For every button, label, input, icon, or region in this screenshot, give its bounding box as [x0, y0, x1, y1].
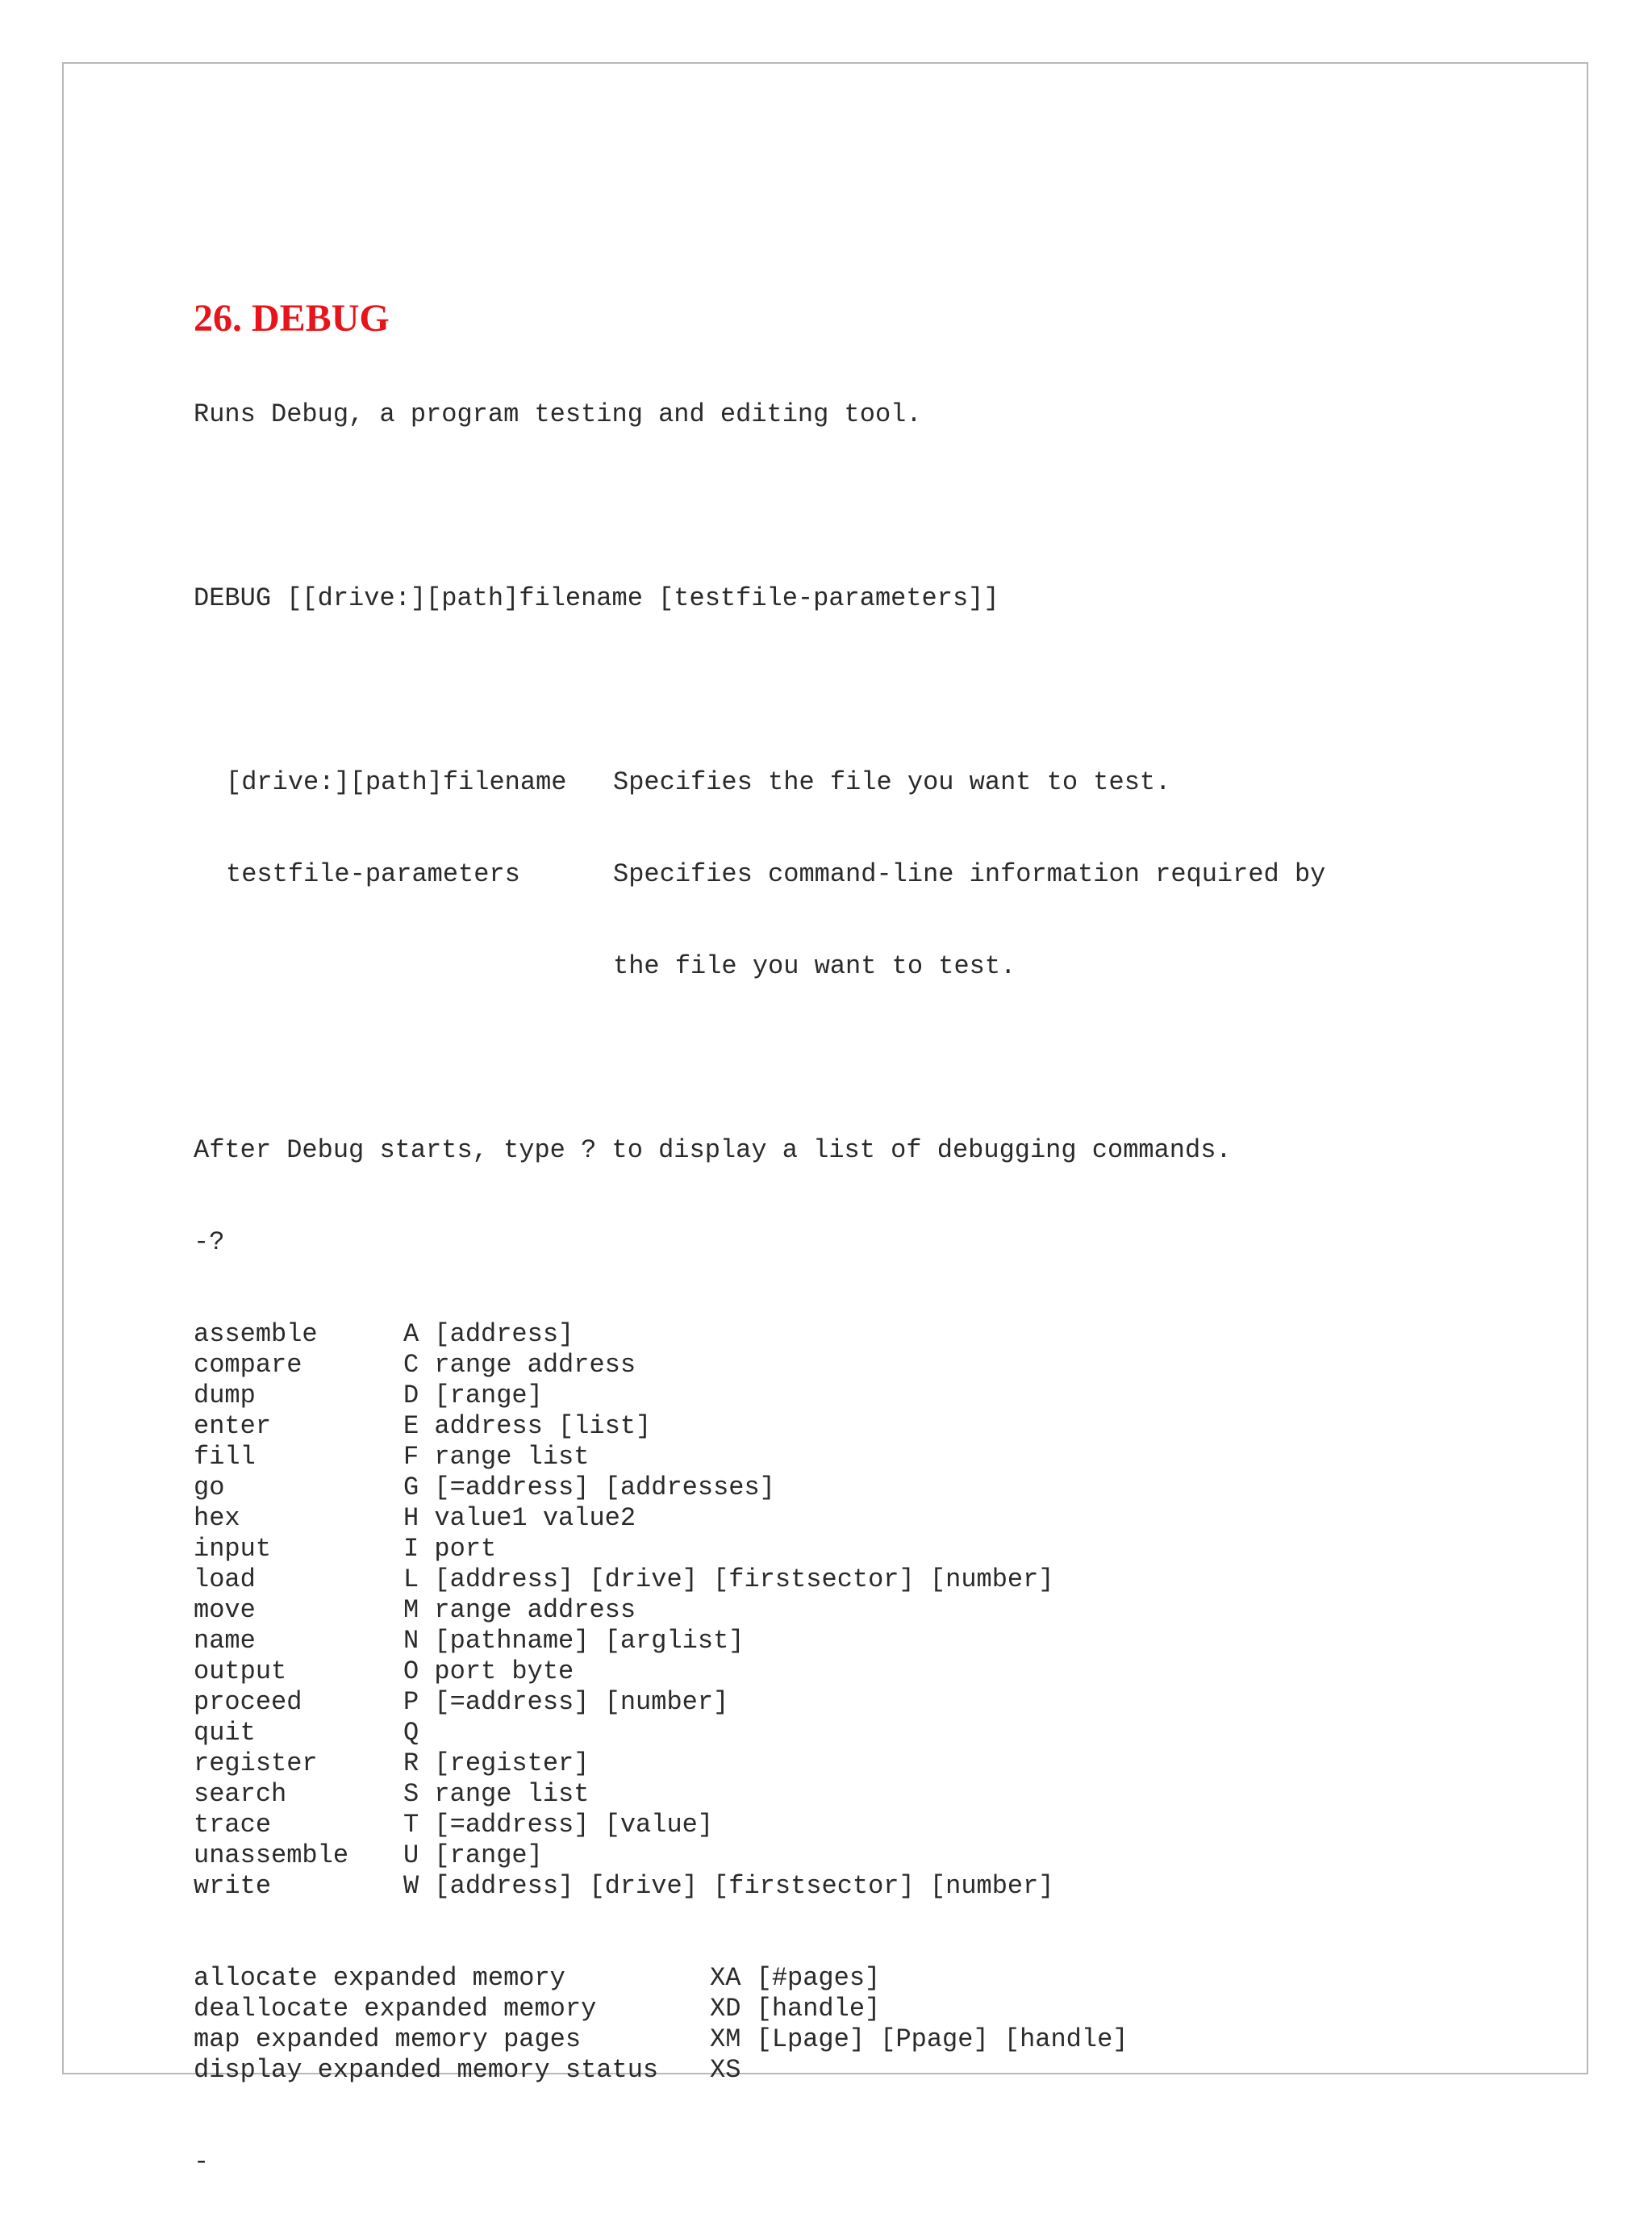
document-content — [194, 299, 1597, 2239]
command-syntax: T [=address] [value] — [403, 1810, 714, 1840]
command-row — [194, 1534, 1597, 1564]
prompt-question: -? — [194, 1227, 225, 1257]
syntax-line: DEBUG [[drive:][path]filename [testfile-parameters]] — [194, 583, 999, 613]
command-name: register — [194, 1748, 318, 1778]
command-syntax: L [address] [drive] [firstsector] [number] — [403, 1564, 1054, 1594]
expanded-command-syntax: XS — [710, 2055, 741, 2085]
command-row — [194, 1779, 1597, 1810]
command-name: write — [194, 1871, 272, 1901]
expanded-command-name: deallocate expanded memory — [194, 1994, 597, 2024]
expanded-command-name: allocate expanded memory — [194, 1963, 565, 1993]
expanded-command-syntax: XM [Lpage] [Ppage] [handle] — [710, 2024, 1128, 2054]
command-syntax: M range address — [403, 1595, 636, 1625]
command-name: enter — [194, 1411, 272, 1441]
prompt-end: - — [194, 2147, 210, 2177]
command-name: fill — [194, 1442, 256, 1472]
command-name: go — [194, 1472, 225, 1502]
command-list — [194, 1319, 1597, 1902]
expanded-command-list — [194, 1963, 1597, 2086]
command-name: compare — [194, 1350, 302, 1380]
command-name: assemble — [194, 1319, 318, 1349]
debug-help-text — [194, 338, 1597, 2239]
blank-line — [194, 491, 1597, 522]
command-row — [194, 1687, 1597, 1718]
parameter-name: [drive:][path]filename — [226, 767, 567, 797]
command-syntax: E address [list] — [403, 1411, 652, 1441]
expanded-command-row — [194, 1994, 1597, 2024]
command-syntax: H value1 value2 — [403, 1503, 636, 1533]
command-row — [194, 1319, 1597, 1350]
command-name: dump — [194, 1381, 256, 1410]
command-row — [194, 1871, 1597, 1902]
command-syntax: G [=address] [addresses] — [403, 1472, 775, 1502]
command-syntax: I port — [403, 1534, 497, 1564]
command-syntax: S range list — [403, 1779, 590, 1809]
expanded-command-row — [194, 2055, 1597, 2086]
blank-line — [194, 1043, 1597, 1074]
section-heading: 26. DEBUG — [194, 297, 390, 340]
command-name: move — [194, 1595, 256, 1625]
parameter-row — [194, 859, 1597, 890]
command-row — [194, 1810, 1597, 1840]
command-row — [194, 1564, 1597, 1595]
command-name: load — [194, 1564, 256, 1594]
command-row — [194, 1442, 1597, 1472]
command-name: unassemble — [194, 1840, 349, 1870]
expanded-command-name: display expanded memory status — [194, 2055, 659, 2085]
command-row — [194, 1411, 1597, 1442]
parameter-row-continuation — [194, 951, 1597, 982]
command-name: hex — [194, 1503, 240, 1533]
command-syntax: A [address] — [403, 1319, 574, 1349]
command-name: search — [194, 1779, 287, 1809]
command-syntax: Q — [403, 1718, 419, 1748]
blank-line — [194, 675, 1597, 706]
command-name: output — [194, 1656, 287, 1686]
expanded-command-row — [194, 1963, 1597, 1994]
document-page — [62, 62, 1588, 2177]
command-syntax: O port byte — [403, 1656, 574, 1686]
parameter-desc: the file you want to test. — [613, 951, 1016, 981]
expanded-command-row — [194, 2024, 1597, 2055]
command-row — [194, 1472, 1597, 1503]
command-name: name — [194, 1626, 256, 1656]
command-syntax: U [range] — [403, 1840, 543, 1870]
description-line: Runs Debug, a program testing and editing tool. — [194, 399, 922, 429]
command-syntax: R [register] — [403, 1748, 590, 1778]
expanded-command-syntax: XD [handle] — [710, 1994, 881, 2024]
command-row — [194, 1748, 1597, 1779]
command-row — [194, 1503, 1597, 1534]
command-row — [194, 1718, 1597, 1748]
parameter-desc: Specifies the file you want to test. — [613, 767, 1171, 797]
command-name: trace — [194, 1810, 272, 1840]
command-row — [194, 1626, 1597, 1656]
command-syntax: N [pathname] [arglist] — [403, 1626, 745, 1656]
command-syntax: D [range] — [403, 1381, 543, 1410]
command-syntax: P [=address] [number] — [403, 1687, 729, 1717]
parameter-desc: Specifies command-line information required by — [613, 859, 1326, 889]
command-name: input — [194, 1534, 272, 1564]
expanded-command-name: map expanded memory pages — [194, 2024, 582, 2054]
command-row — [194, 1595, 1597, 1626]
command-row — [194, 1350, 1597, 1381]
command-name: quit — [194, 1718, 256, 1748]
expanded-command-syntax: XA [#pages] — [710, 1963, 881, 1993]
command-row — [194, 1656, 1597, 1687]
after-start-line: After Debug starts, type ? to display a list of debugging commands. — [194, 1135, 1232, 1165]
command-row — [194, 1381, 1597, 1411]
command-syntax: W [address] [drive] [firstsector] [number] — [403, 1871, 1054, 1901]
command-syntax: F range list — [403, 1442, 590, 1472]
command-row — [194, 1840, 1597, 1871]
parameter-name: testfile-parameters — [226, 859, 520, 889]
command-name: proceed — [194, 1687, 302, 1717]
command-syntax: C range address — [403, 1350, 636, 1380]
parameter-row — [194, 767, 1597, 798]
